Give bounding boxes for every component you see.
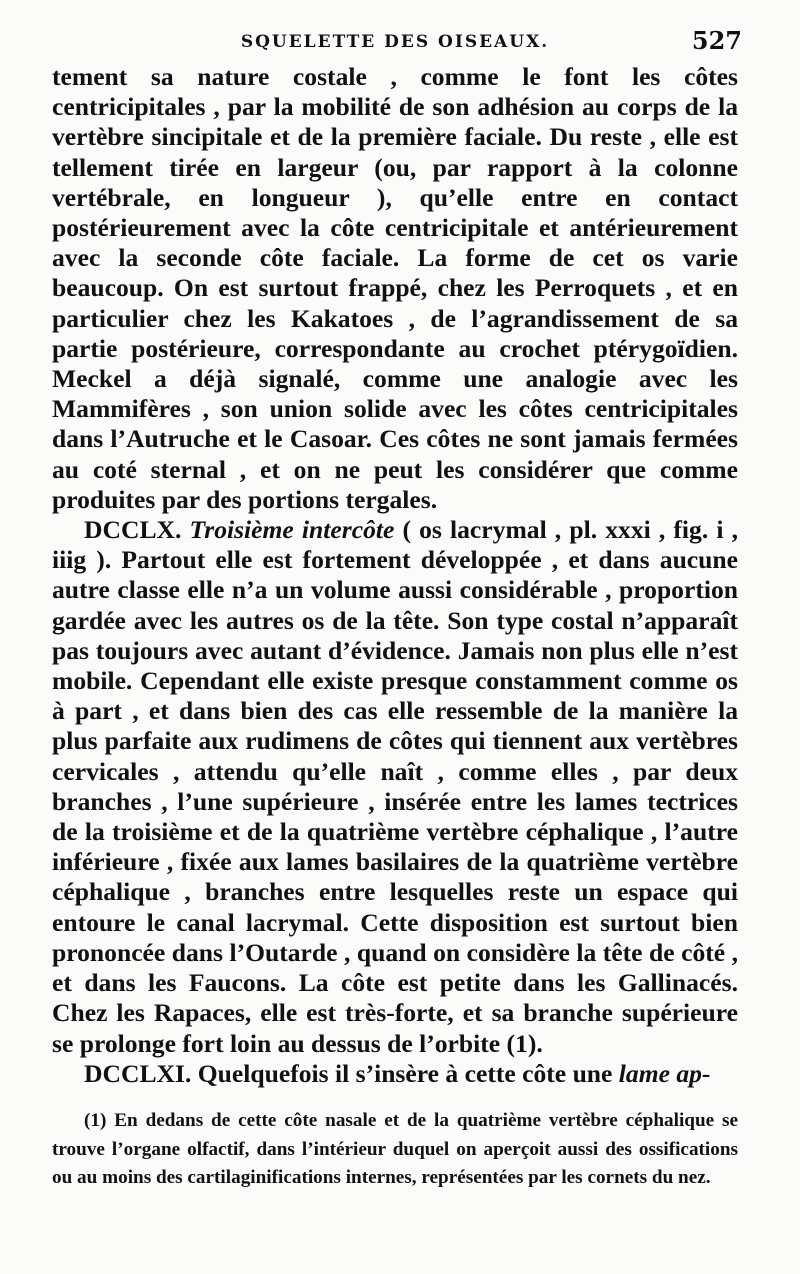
paragraph-text: DCCLXI. Quelquefois il s’insère à cette côte une (84, 1058, 619, 1088)
paragraph-text: ( os lacrymal , pl. xxxi , fig. i , iiig ). Partout elle est fortement développée , et dans aucune autre classe elle n’a un volume aussi considérable , proportion gardée avec les autres os de la tête. Son type costal n’apparaît pas toujours avec autant d’évidence. Jamais non plus elle n’est mobile. Cependant elle existe presque constamment comme os à part , et dans bien des cas elle ressemble de la manière la plus parfaite aux rudimens de côtes qui tiennent aux vertèbres cervicales , attendu qu’elle naît , comme elles , par deux branches , l’une supérieure , insérée entre les lames tectrices de la troisième et de la quatrième vertèbre céphalique , l’autre inférieure , fixée aux lames basilaires de la quatrième vertèbre céphalique , branches entre lesquelles reste un espace qui entoure le canal lacrymal. Cette disposition est surtout bien prononcée dans l’Outarde , quand on considère la tête de côté , et dans les Faucons. La côte est petite dans les Gallinacés. Chez les Rapaces, elle est très-forte, et sa branche supérieure se prolonge fort loin au dessus de l’orbite (1). (52, 515, 738, 1058)
body-text (52, 62, 738, 1089)
paragraph-dcclxi (52, 1059, 738, 1089)
footnote-spacer (52, 1089, 738, 1107)
running-title: SQUELETTE DES OISEAUX. (240, 32, 550, 52)
footnote-1: (1) En dedans de cette côte nasale et de la quatrième vertèbre céphalique se trouve l’organe olfactif, dans l’intérieur duquel on aperçoit aussi des ossifications ou au moins des cartilaginifications internes, représentées par les cornets du nez. (52, 1109, 738, 1189)
running-head (52, 26, 742, 62)
paragraph-text: tement sa nature costale , comme le font les côtes centricipitales , par la mobilité de son adhésion au corps de la vertèbre sincipitale et de la première faciale. Du reste , elle est tellement tirée en largeur (ou, par rapport à la colonne vertébrale, en longueur ), qu’elle entre en contact postérieurement avec la côte centricipitale et antérieurement avec la seconde côte faciale. La forme de cet os varie beaucoup. On est surtout frappé, chez les Perroquets , et en particulier chez les Kakatoes , de l’agrandissement de sa partie postérieure, correspondante au crochet ptérygoïdien. Meckel a déjà signalé, comme une analogie avec les Mammifères , son union solide avec les côtes centricipitales dans l’Autruche et le Casoar. Ces côtes ne sont jamais fermées au coté sternal , et on ne peut les considérer que comme produites par des portions tergales. (52, 62, 738, 514)
paragraph-italic: lame ap- (618, 1058, 711, 1088)
paragraph-dcclx (52, 515, 738, 1059)
footnotes (52, 1107, 738, 1193)
paragraph-continuation (52, 62, 738, 515)
page-number: 527 (691, 26, 742, 55)
section-heading-italic: Troisième intercôte (189, 515, 395, 545)
section-number: DCCLX. (84, 515, 190, 545)
